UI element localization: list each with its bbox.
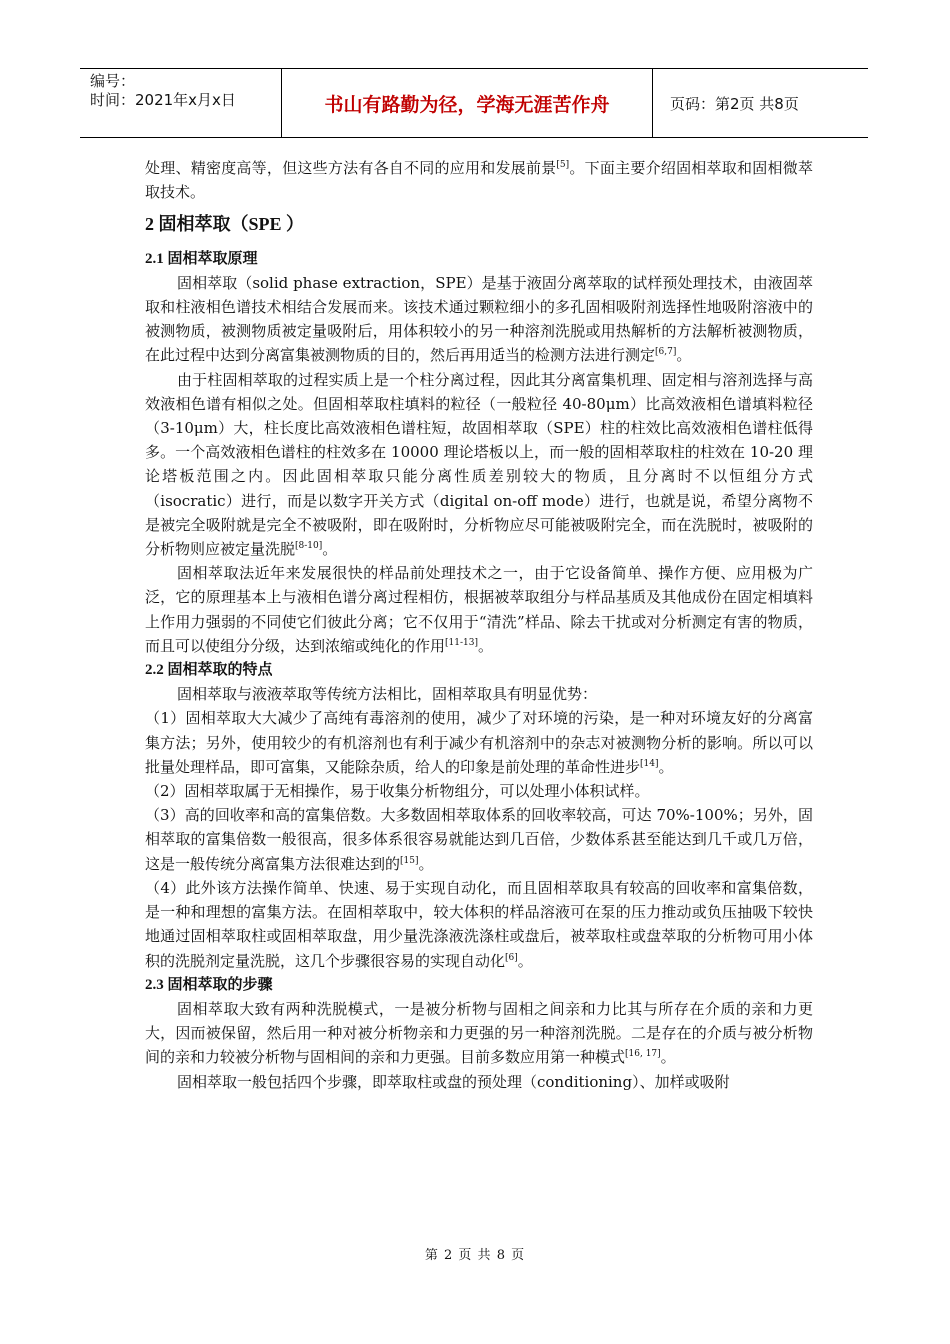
citation: [6] [505,952,518,963]
intro-tail: 。下面主要介绍固相萃取和固相微萃取技术。 [145,159,813,202]
time-label: 时间：2021年x月x日 [90,91,236,109]
paragraph-tail: 。 [477,636,493,655]
paragraph-principle-3 [145,561,813,658]
list-item-tail: 。 [658,757,674,776]
paragraph-tail: 。 [676,346,692,365]
paragraph-tail: 。 [322,540,338,559]
document-body [145,156,813,1094]
subsection-heading-2-3: 2.3 固相萃取的步骤 [145,976,273,993]
paragraph-features-intro: 固相萃取与液液萃取等传统方法相比，固相萃取具有明显优势： [177,685,598,704]
intro-text: 处理、精密度高等，但这些方法有各自不同的应用和发展前景 [145,159,557,177]
paragraph-text: 固相萃取法近年来发展很快的样品前处理技术之一，由于它设备简单、操作方便、应用极为广泛，它的原理基本上与液相色谱分离过程相仿，根据被萃取组分与样品基质及其他成份在固定相填料上作用力强弱的不同使它们彼此分离；它不仅用于“清洗”样品、除去干扰或对分析测定有害的物质，而且可以使组分分级，达到浓缩或纯化的作用 [145,564,813,655]
subsection-heading-2-1: 2.1 固相萃取原理 [145,250,258,267]
list-item-4 [145,876,813,973]
header-meta [80,69,280,137]
citation: [16, 17] [625,1049,661,1060]
list-item-text: （4）此外该方法操作简单、快速、易于实现自动化，而且固相萃取具有较高的回收率和富集倍数，是一种和理想的富集方法。在固相萃取中，较大体积的样品溶液可在泵的压力推动或负压抽吸下较快地通过固相萃取柱或固相萃取盘，用少量洗涤液洗涤柱或盘后，被萃取柱或盘萃取的分析物可用小体积的洗脱剂定量洗脱，这几个步骤很容易的实现自动化 [145,878,813,970]
intro-paragraph [145,156,813,204]
citation: [5] [556,160,570,170]
page-footer: 第 2 页 共 8 页 [424,1248,526,1263]
paragraph-steps-2: 固相萃取一般包括四个步骤，即萃取柱或盘的预处理（conditioning）、加样或吸附 [177,1072,730,1091]
page-header [80,68,868,138]
number-label: 编号： [90,72,136,90]
paragraph-text: 固相萃取大致有两种洗脱模式，一是被分析物与固相之间亲和力比其与所存在介质的亲和力更大，因而被保留，然后用一种对被分析物亲和力更强的另一种溶剂洗脱。二是存在的介质与被分析物间的亲和力较被分析物与固相间的亲和力更强。目前多数应用第一种模式 [145,999,813,1067]
paragraph-steps-1 [145,997,813,1070]
paragraph-tail: 。 [660,1048,676,1067]
citation: [14] [640,758,659,769]
paragraph-text: 由于柱固相萃取的过程实质上是一个柱分离过程，因此其分离富集机理、固定相与溶剂选择与高效液相色谱有相似之处。但固相萃取柱填料的粒径（一般粒径 40-80μm）比高效液相色谱填料粒径（3-10μm）大，柱长度比高效液相色谱柱短，故固相萃取（SPE）柱的柱效比高效液相色谱柱低得多。一个高效液相色谱柱的柱效多在 10000 理论塔板以上，而一般的固相萃取柱的柱效在 10-20 理论塔板范围之内。因此固相萃取只能分离性质差别较大的物质，且分离时不以恒组分方式（isocratic）进行，而是以数字开关方式（digital on-off mode）进行，也就是说，希望分离物不是被完全吸附就是完全不被吸附，即在吸附时，分析物应尽可能被吸附完全，而在洗脱时，被吸附的分析物则应被定量洗脱 [145,370,813,559]
list-item-text: （1）固相萃取大大减少了高纯有毒溶剂的使用，减少了对环境的污染，是一种对环境友好的分离富集方法；另外，使用较少的有机溶剂也有利于减少有机溶剂中的杂志对被测物分析的影响。所以可以批量处理样品，即可富集，又能除杂质，给人的印象是前处理的革命性进步 [145,709,813,776]
paragraph-principle-2 [145,368,813,562]
list-item-tail: 。 [517,951,533,970]
list-item-2: （2）固相萃取属于无相操作，易于收集分析物组分，可以处理小体积试样。 [145,782,650,801]
header-page-info: 页码：第2页 共8页 [670,94,799,113]
list-item-tail: 。 [418,854,434,873]
citation: [8-10] [295,541,323,552]
list-item-1 [145,706,813,779]
citation: [6,7] [655,347,677,358]
paragraph-principle-1 [145,271,813,368]
list-item-text: （3）高的回收率和高的富集倍数。大多数固相萃取体系的回收率较高，可达 70%-100%；另外，固相萃取的富集倍数一般很高，很多体系很容易就能达到几百倍，少数体系甚至能达到几千或几万倍，这是一般传统分离富集方法很难达到的 [145,806,813,873]
list-item-3 [145,803,813,876]
paragraph-text: 固相萃取（solid phase extraction，SPE）是基于液固分离萃取的试样预处理技术，由液固萃取和柱液相色谱技术相结合发展而来。该技术通过颗粒细小的多孔固相吸附剂选择性地吸附溶液中的被测物质，被测物质被定量吸附后，用体积较小的另一种溶剂洗脱或用热解析的方法解析被测物质，在此过程中达到分离富集被测物质的目的，然后再用适当的检测方法进行测定 [145,273,813,365]
section-heading-spe: 2 固相萃取（SPE ） [145,214,305,235]
subsection-heading-2-2: 2.2 固相萃取的特点 [145,662,273,679]
citation: [15] [400,855,419,866]
header-motto: 书山有路勤为径，学海无涯苦作舟 [281,69,653,137]
citation: [11-13] [445,637,478,648]
